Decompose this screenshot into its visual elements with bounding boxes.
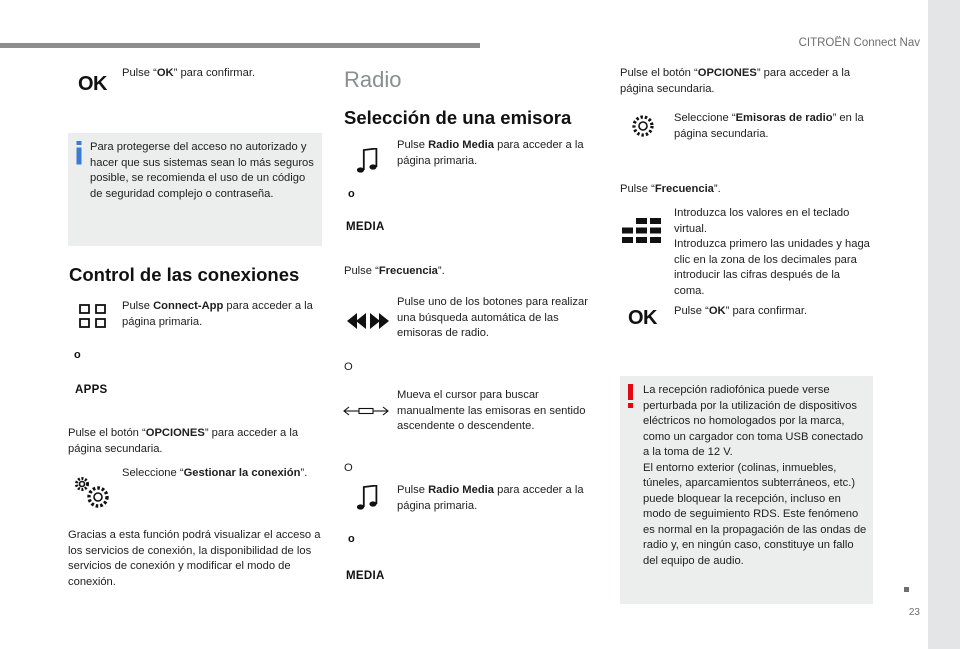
keypad-text-line: Introduzca los valores en el teclado virtual. [674,207,850,235]
text-part: Pulse [397,139,429,151]
apps-label: APPS [75,384,108,396]
connect-app-icon [79,304,107,329]
options-instruction [68,426,322,457]
seek-arrows-icon [347,313,389,329]
options-instruction [620,66,872,97]
ok-icon: OK [78,73,107,95]
manage-connection-instruction [122,466,322,482]
radio-media-instruction [397,138,589,169]
frequency-instruction [620,182,872,198]
warning-paragraph: La recepción radiofónica puede verse perturbada por la utilización de dispositivos eléctricos no homologados por la marca, como un cargador con toma USB conectado a la toma de 12 V. [643,384,864,458]
text-part-bold: Gestionar la conexión [183,467,301,479]
music-note-icon [356,485,378,511]
text-part: ” en la página secundaria. [674,112,864,140]
text-part-bold: OK [156,67,174,79]
text-part: Seleccione “ [122,467,184,479]
page-number: 23 [908,607,920,618]
music-note-icon [356,148,378,174]
media-label: MEDIA [346,221,385,233]
section-title-connections: Control de las conexiones [69,264,300,285]
text-part: ” para confirmar. [173,67,256,79]
text-part: ”. [300,467,308,479]
keypad-instruction [674,206,872,299]
text-part: Pulse [122,300,154,312]
or-label: o [74,349,81,361]
gear-icon [630,113,656,139]
text-part: ”. [437,265,445,277]
info-text: Para protegerse del acceso no autorizado y hacer que sus sistemas sean lo más seguros posible, se recomienda el uso de un código de seguridad complejo o contraseña. [90,141,314,200]
text-part: Seleccione “ [674,112,736,124]
page-marker [904,587,909,592]
text-part: para acceder a la página primaria. [397,139,584,167]
text-part-bold: Frecuencia [654,183,714,195]
text-part-bold: OPCIONES [697,67,757,79]
top-rule [0,43,480,48]
text-part: Pulse “ [674,305,709,317]
text-part: ”. [713,183,721,195]
text-part-bold: Radio Media [428,139,494,151]
keypad-text-line: Introduzca primero las unidades y haga clic en la zona de los decimales para introducir las cifras después de la coma. [674,238,870,297]
text-part-bold: OPCIONES [145,427,205,439]
text-part: Pulse “ [122,67,157,79]
frequency-instruction [344,264,584,280]
text-part-bold: Emisoras de radio [735,112,833,124]
text-part-bold: Frecuencia [378,265,438,277]
connection-info-text: Gracias a esta función podrá visualizar el acceso a los servicios de conexión, la disponibilidad de los servicios de conexión y modificar el modo de conexión. [68,529,321,588]
slider-arrows-icon [343,404,389,418]
brand-label: CITROËN Connect Nav [798,37,920,49]
radio-media-instruction [397,483,589,514]
text-part: para acceder a la página primaria. [397,484,584,512]
text-part: Pulse el botón “ [620,67,698,79]
text-part: Pulse el botón “ [68,427,146,439]
slider-instruction: Mueva el cursor para buscar manualmente las emisoras en sentido ascendente o descendente. [397,389,586,432]
keypad-icon [622,218,662,244]
side-band [928,0,960,649]
section-title-station: Selección de una emisora [344,107,572,128]
text-part-bold: OK [708,305,726,317]
or-label: o [348,188,355,200]
or-label-upper: O [344,462,353,474]
or-label: o [348,533,355,545]
text-part: Pulse [397,484,429,496]
chapter-title: Radio [344,67,402,92]
text-part: ” para confirmar. [725,305,808,317]
text-part-bold: Radio Media [428,484,494,496]
text-part: para acceder a la página primaria. [122,300,313,328]
text-part: ” para acceder a la página secundaria. [68,427,299,455]
radio-stations-instruction [674,111,872,142]
warning-paragraph: El entorno exterior (colinas, inmuebles, túneles, aparcamientos subterráneos, etc.) puede bloquear la recepción, incluso en modo de seguimiento RDS. Este fenómeno es normal en la propagación de las ondas de radio y, en ningún caso, constituye un fallo del equipo de audio. [643,461,867,567]
or-label-upper: O [344,361,353,373]
text-part: Pulse “ [344,265,379,277]
text-part: Pulse “ [620,183,655,195]
info-box [68,133,322,246]
text-part-bold: Connect-App [153,300,224,312]
warning-box [620,376,873,604]
ok-icon: OK [628,307,657,329]
ok-instruction [674,304,872,320]
text-part: ” para acceder a la página secundaria. [620,67,851,95]
connect-app-instruction [122,299,322,330]
seek-instruction: Pulse uno de los botones para realizar una búsqueda automática de las emisoras de radio. [397,296,588,339]
ok-instruction [122,66,322,82]
gears-icon [70,473,112,511]
warning-icon [627,384,634,408]
info-icon [76,141,82,165]
warning-text [643,383,869,569]
media-label: MEDIA [346,570,385,582]
